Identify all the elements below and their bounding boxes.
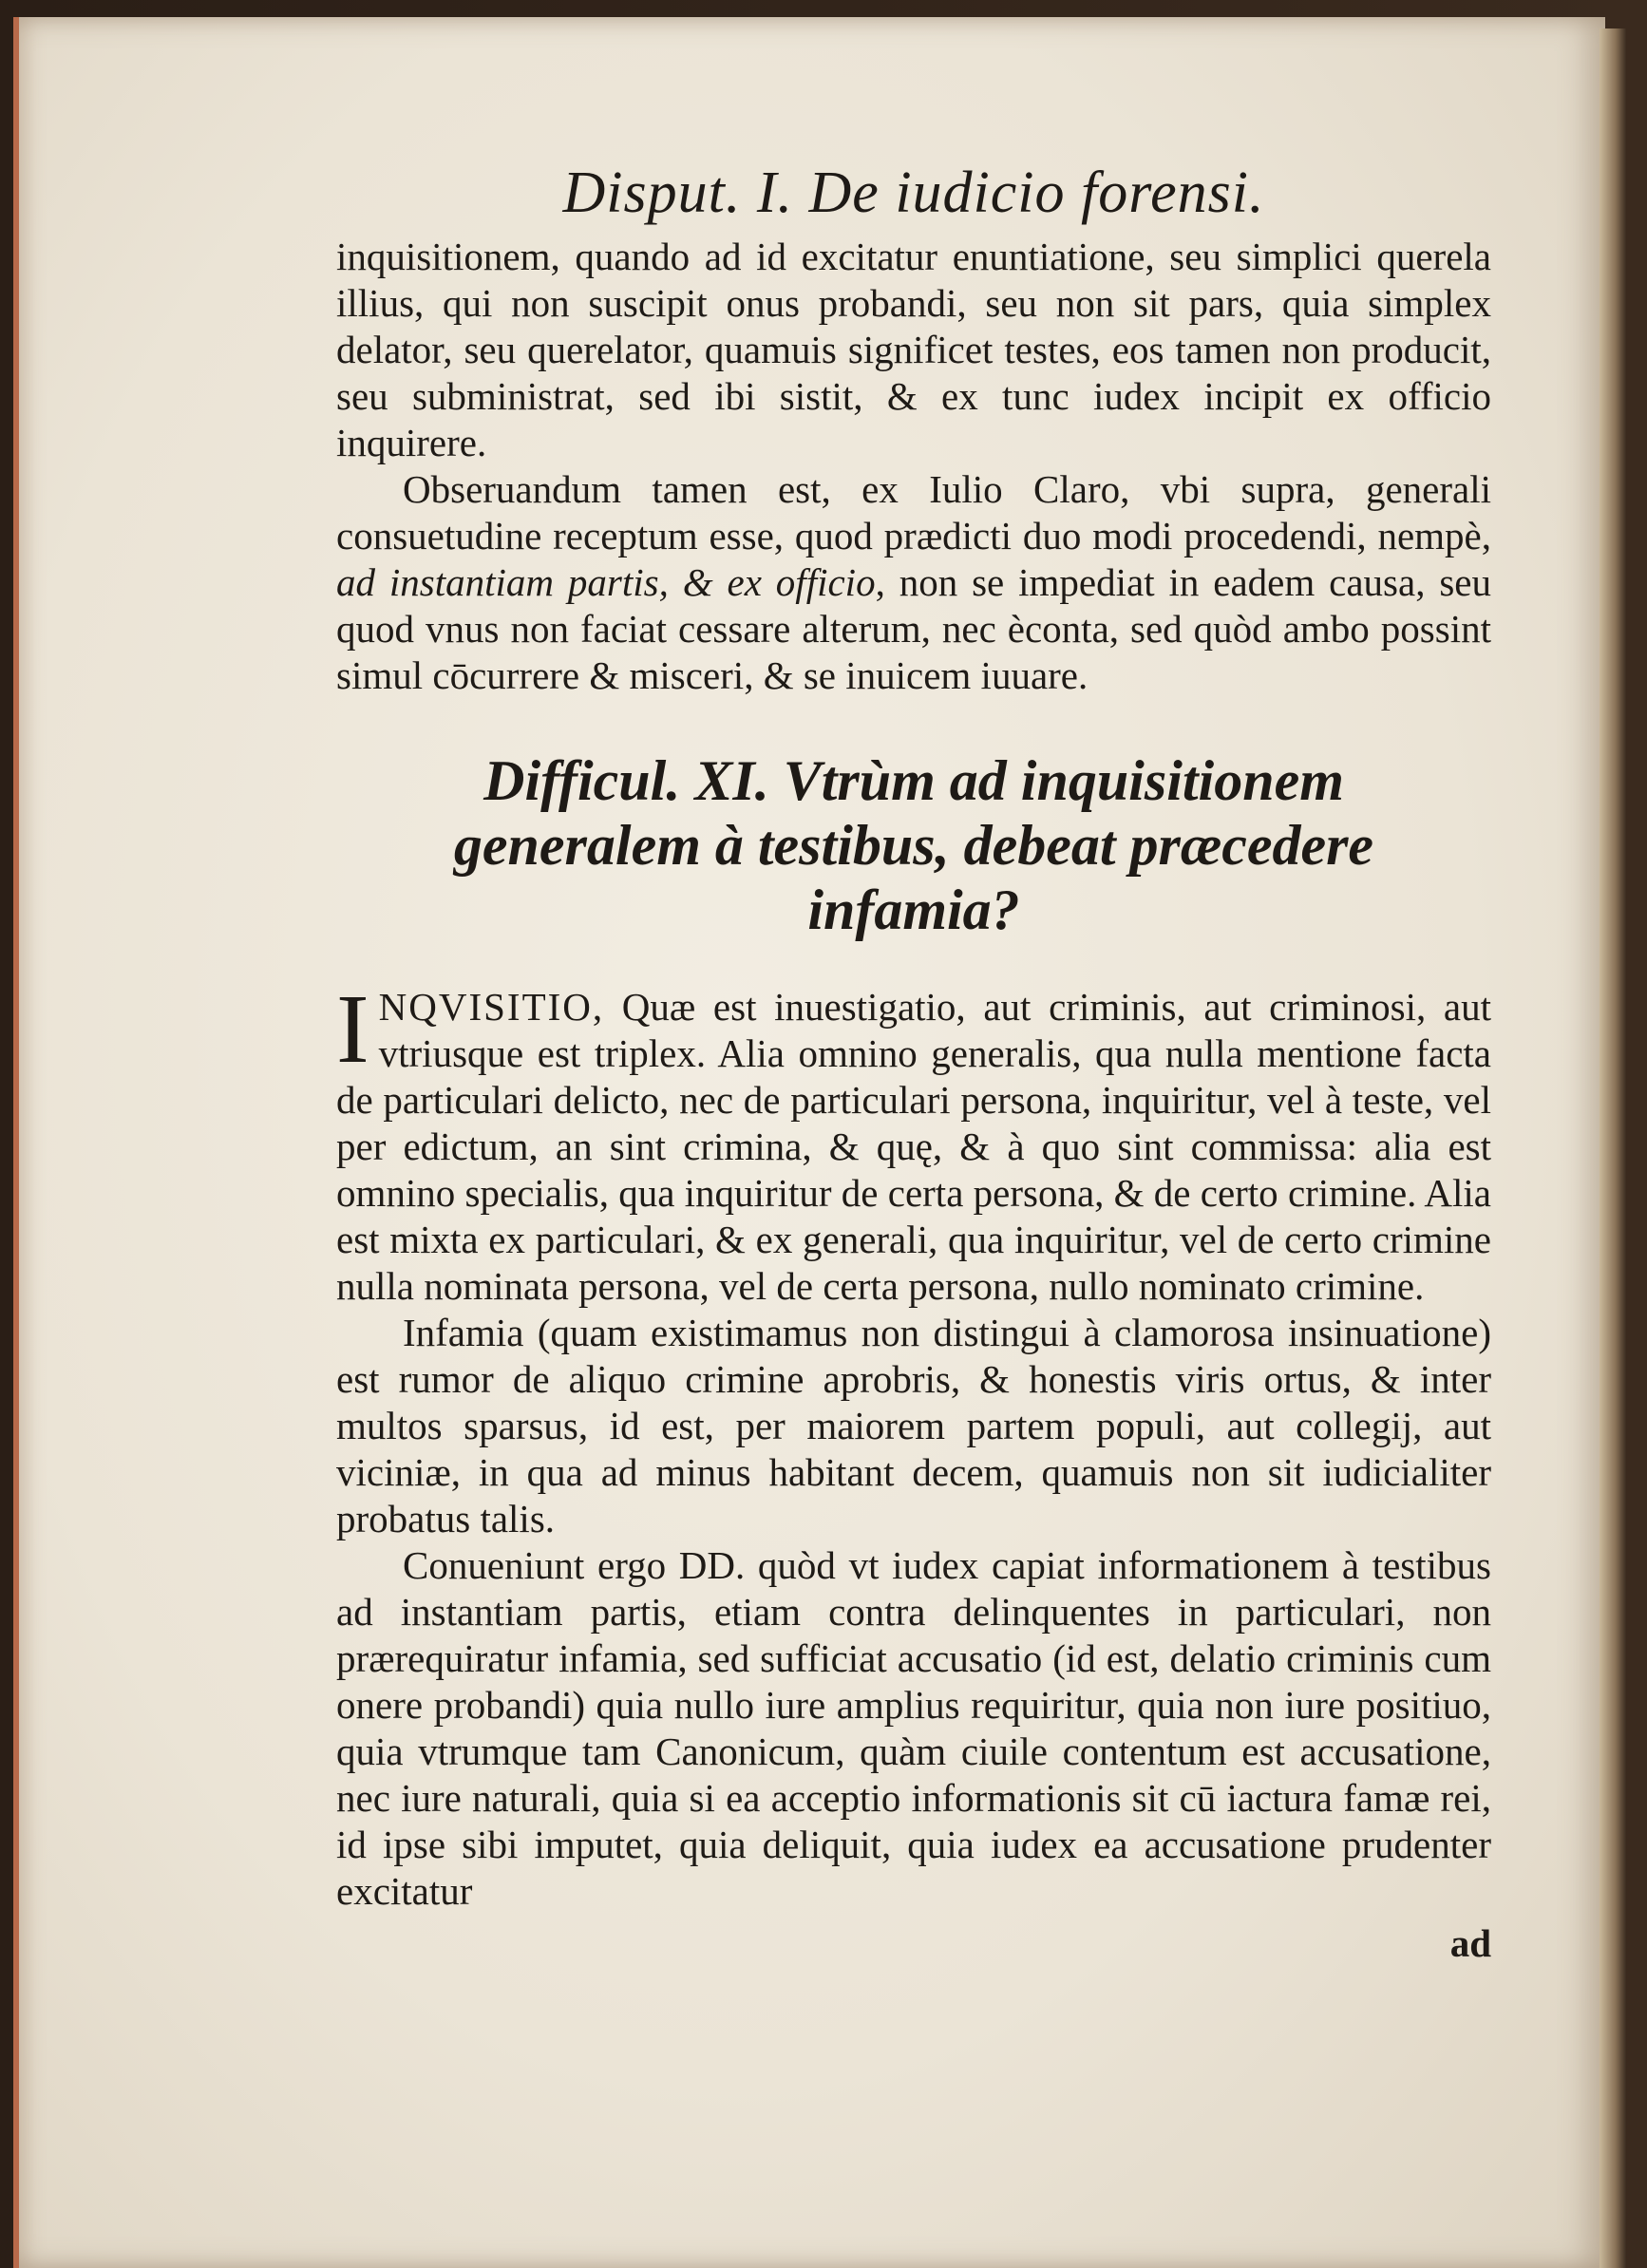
paragraph-3 xyxy=(336,974,1491,1310)
running-head: Disput. I. De iudicio forensi. xyxy=(562,161,1265,225)
paragraph-4: Infamia (quam existimamus non distingui à clamorosa insinuatione) est rumor de aliquo crimine aprobris, & honestis viris ortus, & inter multos sparsus, id est, per maiorem partem populi, aut collegij, aut viciniæ, in qua ad minus habitant decem, quamuis non sit iudicialiter probatus talis. xyxy=(336,1311,1491,1540)
paragraph-2-text-b: , non se impediat in eadem causa, seu quod vnus non faciat cessare alterum, nec èconta, sed quòd ambo possint simul cōcurrere & misceri, & se inuicem iuuare. xyxy=(336,560,1491,697)
page-edge xyxy=(1600,28,1626,2268)
drop-cap: I xyxy=(336,974,369,1084)
paragraph-2-text-a: Obseruandum tamen est, ex Iulio Claro, vbi supra, generali consuetudine receptum esse, quod prædicti duo modi procedendi, nempè, xyxy=(336,467,1491,558)
paragraph-3-smallcaps: NQVISITIO, xyxy=(378,985,605,1029)
section-heading: Difficul. XI. Vtrùm ad inquisitionem generalem à testibus, debeat præcedere infamia? xyxy=(453,749,1374,941)
paragraph-1: inquisitionem, quando ad id excitatur enuntiatione, seu simplici querela illius, qui non suscipit onus probandi, seu non sit pars, quia simplex delator, seu querelator, quamuis significet testes, eos tamen non producit, seu subministrat, sed ibi sistit, & ex tunc iudex incipit ex officio inquirere. xyxy=(336,235,1491,464)
page-text-block xyxy=(336,160,1491,1967)
paragraph-2 xyxy=(336,466,1491,699)
paragraph-2-italic: ad instantiam partis, & ex officio xyxy=(336,560,876,604)
paragraph-5: Conueniunt ergo DD. quòd vt iudex capiat informationem à testibus ad instantiam partis, etiam contra delinquentes in particulari, non prærequiratur infamia, sed sufficiat accusatio (id est, delatio criminis cum onere probandi) quia nullo iure amplius requiritur, quia non iure positiuo, quia vtrumque tam Canonicum, quàm ciuile contentum est accusatione, nec iure naturali, quia si ea acceptio informationis sit cū iactura famæ rei, id ipse sibi imputet, quia deliquit, quia iudex ea accusatione prudenter excitatur xyxy=(336,1543,1491,1913)
catchword: ad xyxy=(1449,1921,1491,1965)
paragraph-3-text: Quæ est inuestigatio, aut criminis, aut criminosi, aut vtriusque est triplex. Alia omnino generalis, qua nulla mentione facta de particulari delicto, nec de particulari persona, inquiritur, vel à teste, vel per edictum, an sint crimina, & quę, & à quo sint commissa: alia est omnino specialis, qua inquiritur de certa persona, & de certo crimine. Alia est mixta ex particulari, & ex generali, qua inquiritur, vel de certo crimine nulla nominata persona, vel de certa persona, nullo nominato crimine. xyxy=(336,985,1491,1308)
